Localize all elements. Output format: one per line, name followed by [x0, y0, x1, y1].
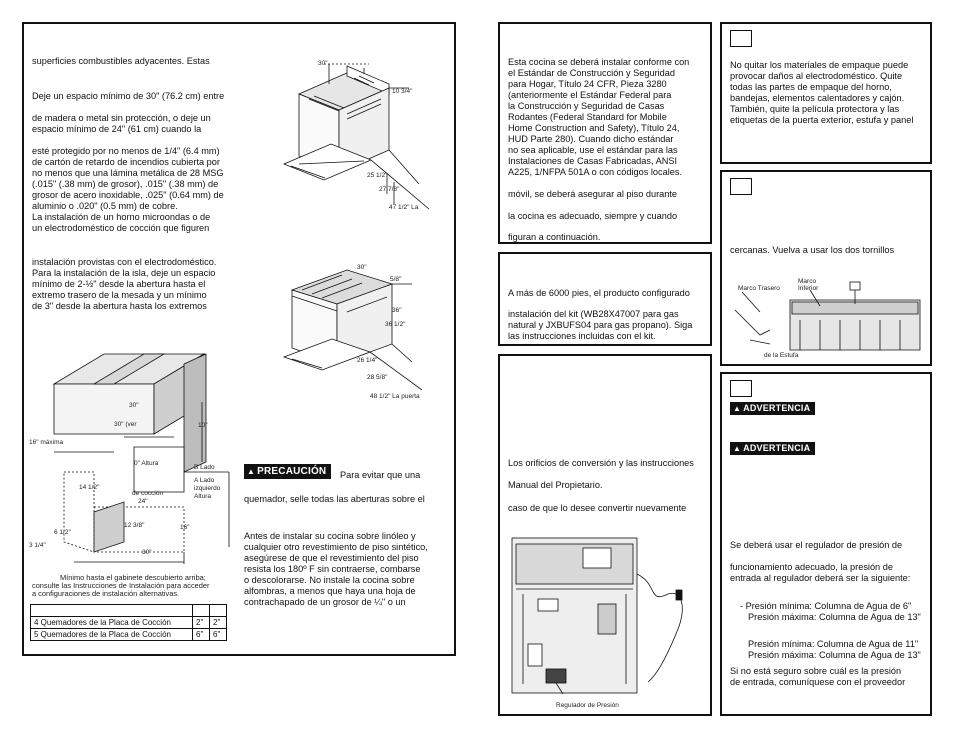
table-cell: 4 Quemadores de la Placa de Cocción: [31, 617, 193, 629]
regulator-caption: Regulador de Presión: [556, 702, 619, 709]
range2-label-h1: 5/8": [390, 276, 402, 283]
cab-label-d14: 14 1/2": [79, 484, 100, 491]
warning-triangle-icon: ▲: [733, 444, 742, 453]
mobile-line-3: para Hogar, Título 24 CFR, Pieza 3280: [508, 79, 667, 89]
text-wood-metal-1: de madera o metal sin protección, o deje un: [32, 113, 211, 123]
label-marco-trasero: Marco Trasero: [738, 285, 780, 292]
screws-line-1: cercanas. Vuelva a usar los dos tornillos: [730, 245, 895, 255]
warning-badge-1: [730, 402, 815, 415]
cab-label-altura0: 0" Altura: [134, 460, 159, 467]
table-row: [31, 629, 227, 641]
table-cell: 2": [210, 617, 227, 629]
text-protected-5: grosor de acero inoxidable, .025" (0.64 mm) de: [32, 190, 224, 200]
mobile-line-8: HUD Parte 280). Cuando dicho estándar: [508, 134, 674, 144]
packing-line-2: provocar daños al electrodoméstico. Quite: [730, 71, 903, 81]
warning-triangle-icon: ▲: [733, 404, 742, 413]
caution-badge-label: PRECAUCIÓN: [257, 466, 327, 477]
mobile-figuran: figuran a continuación.: [508, 232, 601, 242]
text-protected-1: esté protegido por no menos de 1/4" (6.4 mm): [32, 146, 220, 156]
packing-line-4: bandejas, elementos calentadores y cajón.: [730, 93, 905, 103]
flooring-line-5: o descolorarse. No instale la cocina sobre: [244, 575, 415, 585]
cab-label-d314: 3 1/4": [29, 542, 46, 549]
mobile-adecuado: la cocina es adecuado, siempre y cuando: [508, 211, 678, 221]
mobile-line-9: no sea aplicable, use el estándar para las: [508, 145, 678, 155]
text-wood-metal-2: espacio mínimo de 24" (61 cm) cuando la: [32, 124, 202, 134]
range2-label-d1: 26 1/4": [357, 357, 378, 364]
altitude-line-2: instalación del kit (WB28X47007 para gas: [508, 309, 679, 319]
range-with-backguard-illustration: [269, 44, 439, 214]
caution-badge: [244, 464, 331, 479]
flooring-line-7: contrachapado de un grosor de ¼" o un: [244, 597, 406, 607]
range-slide-in-illustration: [262, 262, 447, 407]
cab-label-w30: 30": [129, 402, 139, 409]
frame-screws-illustration: [730, 270, 926, 352]
range2-label-h2: 36": [392, 307, 402, 314]
range-back-regulator-illustration: [508, 534, 698, 702]
warning-triangle-icon: ▲: [247, 467, 256, 476]
clearance-table: [30, 604, 227, 641]
label-marco-inferior-2: Inferior: [798, 285, 819, 292]
label-estufa: de la Estufa: [764, 352, 799, 359]
packing-line-1: No quitar los materiales de empaque puede: [730, 60, 909, 70]
altitude-line-3: natural y JXBUFS04 para gas propano). Siga: [508, 320, 693, 330]
pressure-max-13b: Presión máxima: Columna de Agua de 13": [748, 650, 921, 660]
range2-label-h3: 36 1/2": [385, 321, 406, 328]
text-protected-4: (.015" (.38 mm) de grosor), .015" (.38 mm) de: [32, 179, 219, 189]
mobile-line-2: el Estándar de Construcción y Seguridad: [508, 68, 676, 78]
cab-label-a-lado-3: Altura: [194, 493, 211, 500]
unsure-line-2: de entrada, comuníquese con el proveedor: [730, 677, 906, 687]
left-panel: [22, 22, 456, 656]
pressure-max-13a: Presión máxima: Columna de Agua de 13": [748, 612, 921, 622]
table-row: [31, 617, 227, 629]
cab-label-d123: 12 3/8": [124, 522, 145, 529]
mobile-line-5: la Construcción y Seguridad de Casas: [508, 101, 665, 111]
caution-line-2: quemador, selle todas las aberturas sobre el: [244, 494, 425, 504]
text-surfaces: superficies combustibles adyacentes. Estas: [32, 56, 210, 66]
regulator-line-2: funcionamiento adecuado, la presión de: [730, 562, 893, 572]
cab-label-d6: 6 1/2": [54, 529, 71, 536]
cabinet-caption-2: consulte las Instrucciones de Instalación para acceder: [32, 581, 210, 590]
text-island-4: extremo trasero de la mesada y un mínimo: [32, 290, 207, 300]
altitude-line-1: A más de 6000 pies, el producto configurado: [508, 288, 690, 298]
cab-label-coccion: de cocción: [132, 490, 164, 497]
cab-label-w30b: 30": [142, 549, 152, 556]
altitude-box: [498, 252, 712, 346]
cab-label-b-lado: B Lado: [194, 464, 215, 471]
flooring-line-1: Antes de instalar su cocina sobre linóleo y: [244, 531, 416, 541]
pressure-min-11: Presión mínima: Columna de Agua de 11": [748, 639, 919, 649]
cabinet-caption-1: Mínimo hasta el gabinete descubierto arriba;: [60, 573, 206, 582]
warning-badge-label: ADVERTENCIA: [743, 403, 811, 413]
cabinet-caption-3: a configuraciones de instalación alternativas.: [32, 589, 180, 598]
text-island-2: Para la instalación de la isla, deje un espacio: [32, 268, 216, 278]
cab-label-d16: 16": [180, 524, 190, 531]
text-microwave-2: un electrodoméstico de cocción que figuren: [32, 223, 210, 233]
mobile-line-10: Instalaciones de Casas Fabricadas, ANSI: [508, 156, 678, 166]
mobile-home-box: [498, 22, 712, 244]
table-cell: 2": [193, 617, 210, 629]
cab-label-a-lado-2: izquierdo: [194, 485, 221, 492]
mobile-movil: móvil, se deberá asegurar al piso durante: [508, 189, 678, 199]
mobile-line-6: Rodantes (Federal Standard for Mobile: [508, 112, 667, 122]
conversion-line-1: Los orificios de conversión y las instrucciones: [508, 458, 694, 468]
regulator-line-1: Se deberá usar el regulador de presión de: [730, 540, 903, 550]
flooring-line-4: resista los 180º F sin contraerse, combarse: [244, 564, 421, 574]
step-number-box: [730, 178, 752, 195]
range1-label-top: 30": [318, 60, 328, 67]
altitude-line-4: las instrucciones incluidas con el kit.: [508, 331, 656, 341]
text-protected-6: aluminio o .020" (0.5 mm) de cobre.: [32, 201, 178, 211]
cab-label-a-lado-1: A Lado: [194, 477, 215, 484]
packing-box: [720, 22, 932, 164]
range2-label-d2: 28 5/8": [367, 374, 388, 381]
text-min-space: Deje un espacio mínimo de 30" (76.2 cm) entre: [32, 91, 225, 101]
conversion-box: [498, 354, 712, 716]
mobile-line-7: Home Construction and Safety), Título 24,: [508, 123, 680, 133]
range1-label-d3: 47 1/2" La: [389, 204, 419, 211]
packing-line-3: todas las partes de empaque del horno,: [730, 82, 892, 92]
text-island-5: de 3" desde la abertura hasta los extremos: [32, 301, 207, 311]
step-number-box: [730, 30, 752, 47]
label-marco-inferior-1: Marco: [798, 278, 817, 285]
cab-label-w24: 24": [138, 498, 148, 505]
table-cell: 6": [210, 629, 227, 641]
table-cell: 5 Quemadores de la Placa de Cocción: [31, 629, 193, 641]
flooring-line-3: asegúrese de que el revestimiento del piso: [244, 553, 419, 563]
cab-label-h10: 10": [198, 422, 208, 429]
range1-label-d1: 25 1/2": [367, 172, 388, 179]
packing-line-6: etiquetas de la puerta exterior, estufa y panel: [730, 115, 914, 125]
unsure-line-1: Si no está seguro sobre cuál es la presión: [730, 666, 902, 676]
cab-label-w30ver: 30" (ver: [114, 421, 137, 428]
range1-label-backguard: 10 3/4": [392, 88, 413, 95]
conversion-line-2: Manual del Propietario.: [508, 480, 603, 490]
warning-badge-label: ADVERTENCIA: [743, 443, 811, 453]
text-protected-2: de cartón de retardo de incendios cubierta por: [32, 157, 220, 167]
range2-label-top: 30": [357, 264, 367, 271]
text-island-1: instalación provistas con el electrodoméstico.: [32, 257, 217, 267]
packing-line-5: También, quite la película protectora y las: [730, 104, 900, 114]
mobile-line-11: A225, 1/NFPA 501A o con códigos locales.: [508, 167, 682, 177]
cabinet-clearance-illustration: [34, 342, 249, 572]
flooring-line-2: cualquier otro revestimiento de piso sintético,: [244, 542, 428, 552]
warning-badge-2: [730, 442, 815, 455]
mobile-line-4: (anteriormente el Estándar Federal para: [508, 90, 672, 100]
pressure-min-6: - Presión mínima: Columna de Agua de 6": [740, 601, 912, 611]
cab-label-max16: 16" máxima: [29, 439, 64, 446]
regulator-box: [720, 372, 932, 716]
mobile-line-1: Esta cocina se deberá instalar conforme con: [508, 57, 690, 67]
caution-line-1: Para evitar que una: [340, 470, 421, 480]
text-microwave-1: La instalación de un horno microondas o de: [32, 212, 211, 222]
range2-label-d3: 48 1/2" La puerta: [370, 393, 420, 400]
text-protected-3: no menos que una lámina metálica de 28 MSG: [32, 168, 224, 178]
regulator-line-3: entrada al regulador deberá ser la siguiente:: [730, 573, 911, 583]
screws-box: [720, 170, 932, 366]
table-row: [31, 605, 227, 617]
step-number-box: [730, 380, 752, 397]
range1-label-d2: 27 7/8": [379, 186, 400, 193]
text-island-3: mínimo de 2-½" desde la abertura hasta el: [32, 279, 206, 289]
table-cell: 6": [193, 629, 210, 641]
flooring-line-6: alfombras, a menos que haya una hoja de: [244, 586, 416, 596]
conversion-line-3: caso de que lo desee convertir nuevamente: [508, 503, 687, 513]
